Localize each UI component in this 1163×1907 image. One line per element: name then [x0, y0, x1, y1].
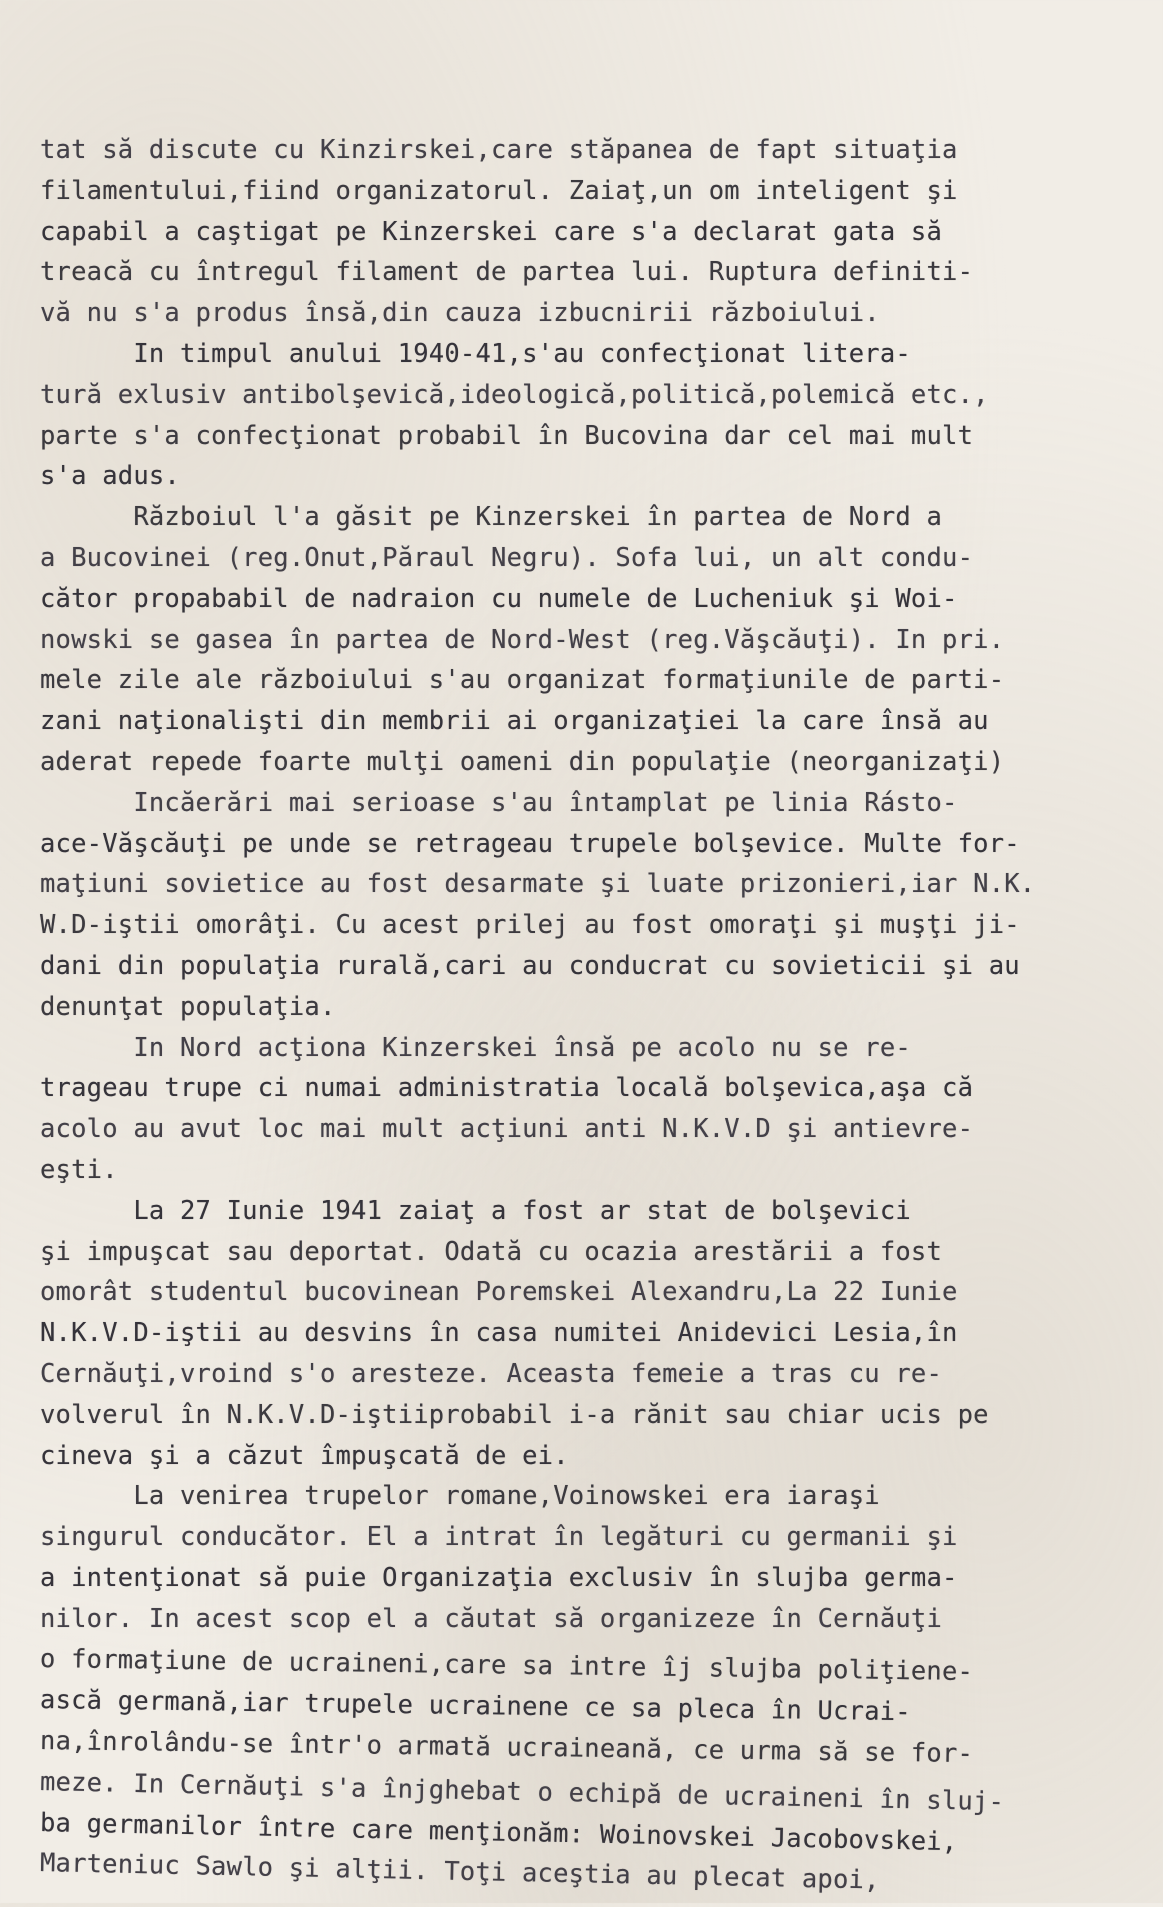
text-line: capabil a caştigat pe Kinzerskei care s'a declarat gata să — [40, 216, 943, 247]
text-line: s'a adus. — [40, 461, 180, 492]
text-line: zani naţionalişti din membrii ai organizaţiei la care însă au — [40, 706, 989, 737]
text-line: şi impuşcat sau deportat. Odată cu ocazia arestării a fost — [40, 1236, 943, 1267]
text-line: vă nu s'a produs însă,din cauza izbucnirii războiului. — [40, 298, 880, 329]
text-line: Cernăuţi,vroind s'o aresteze. Aceasta femeie a tras cu re- — [40, 1358, 943, 1389]
text-line: La venirea trupelor romane,Voinowskei era iaraşi — [40, 1481, 880, 1512]
text-line: ască germană,iar trupele ucrainene ce sa pleca în Ucrai- — [39, 1685, 912, 1728]
text-line: Marteniuc Sawlo şi alţii. Toţi aceştia au plecat apoi, — [39, 1848, 880, 1897]
text-line: In Nord acţiona Kinzerskei însă pe acolo nu se re- — [40, 1032, 911, 1063]
text-line: na,înrolându-se într'o armată ucraineană, ce urma să se for- — [39, 1726, 974, 1770]
text-line: eşti. — [40, 1154, 118, 1185]
text-line: mele zile ale războiului s'au organizat formaţiunile de parti- — [40, 665, 1005, 696]
text-line: nowski se gasea în partea de Nord-West (reg.Văşcăuţi). In pri. — [40, 624, 1005, 655]
text-line: singurul conducător. El a intrat în legături cu germanii şi — [40, 1522, 958, 1553]
text-line: cător propababil de nadraion cu numele de Lucheniuk şi Woi- — [40, 583, 958, 614]
text-line: In timpul anului 1940-41,s'au confecţionat litera- — [40, 338, 911, 369]
text-line: parte s'a confecţionat probabil în Bucovina dar cel mai mult — [40, 420, 974, 451]
typewritten-page — [39, 130, 1120, 1897]
text-line: nilor. In acest scop el a căutat să organizeze în Cernăuţi — [40, 1603, 943, 1634]
text-line: tură exlusiv antibolşevică,ideologică,politică,polemică etc., — [40, 379, 989, 410]
text-line: cineva şi a căzut împuşcată de ei. — [40, 1440, 569, 1471]
text-line: maţiuni sovietice au fost desarmate şi luate prizonieri,iar N.K. — [40, 869, 1036, 900]
text-line: acolo au avut loc mai mult acţiuni anti N.K.V.D şi antievre- — [40, 1114, 974, 1145]
text-line: o formaţiune de ucraineni,care sa intre îj slujba poliţiene- — [39, 1644, 974, 1688]
text-line: La 27 Iunie 1941 zaiaţ a fost ar stat de bolşevici — [40, 1195, 911, 1226]
text-line: ace-Văşcăuţi pe unde se retrageau trupele bolşevice. Multe for- — [40, 828, 1020, 859]
text-line: trageau trupe ci numai administratia locală bolşevica,aşa că — [40, 1073, 974, 1104]
text-line: meze. In Cernăuţi s'a înjghebat o echipă de ucraineni în sluj- — [39, 1766, 1005, 1818]
text-line: Incăerări mai serioase s'au întamplat pe linia Rásto- — [40, 787, 958, 818]
text-line: Războiul l'a găsit pe Kinzerskei în partea de Nord a — [40, 502, 943, 533]
text-line: filamentului,fiind organizatorul. Zaiaţ,un om inteligent şi — [40, 175, 958, 206]
text-line: a intenţionat să puie Organizaţia exclusiv în slujba germa- — [40, 1562, 958, 1593]
text-line: tat să discute cu Kinzirskei,care stăpanea de fapt situaţia — [40, 135, 958, 165]
text-line: volverul în N.K.V.D-iştiiprobabil i-a rănit sau chiar ucis pe — [40, 1399, 989, 1430]
text-line: dani din populaţia rurală,cari au conducrat cu sovieticii şi au — [40, 950, 1020, 981]
text-line: treacă cu întregul filament de partea lui. Ruptura definiti- — [40, 257, 974, 288]
text-line: a Bucovinei (reg.Onut,Păraul Negru). Sofa lui, un alt condu- — [40, 542, 974, 573]
text-line: ba germanilor între care menţionăm: Woinovskei Jacobovskei, — [39, 1807, 958, 1857]
text-line: N.K.V.D-iştii au desvins în casa numitei Anidevici Lesia,în — [40, 1318, 958, 1349]
text-line: omorât studentul bucovinean Poremskei Alexandru,La 22 Iunie — [40, 1277, 958, 1308]
text-line: denunţat populaţia. — [40, 991, 336, 1022]
text-line: W.D-iştii omorâţi. Cu acest prilej au fost omoraţi şi muşţi ji- — [40, 910, 1020, 941]
text-line: aderat repede foarte mulţi oameni din populaţie (neorganizaţi) — [40, 746, 1005, 777]
